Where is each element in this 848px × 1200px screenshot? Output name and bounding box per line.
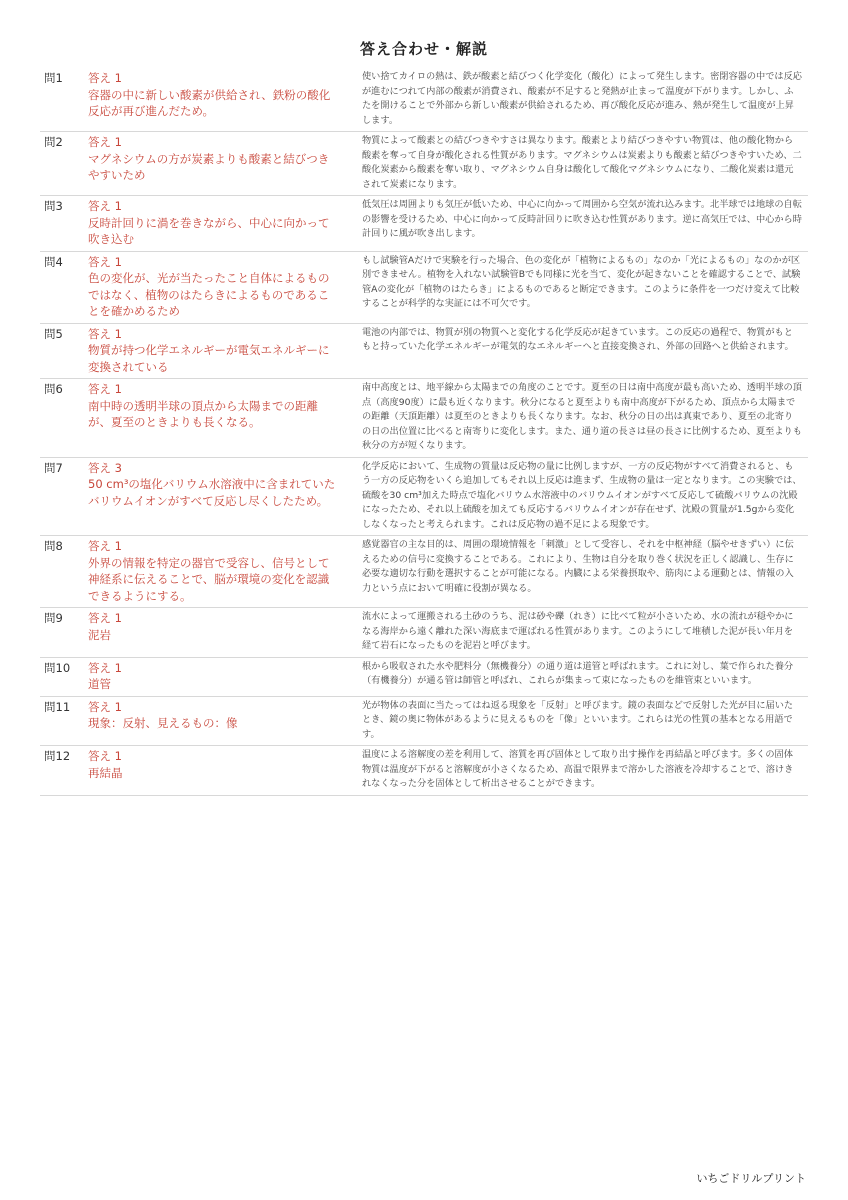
answer-choice: 答え 3 bbox=[88, 460, 122, 475]
question-number: 問3 bbox=[44, 199, 63, 213]
explanation-text: もし試験管Aだけで実験を行った場合、色の変化が「植物によるもの」なのか「光によるもの」なのかが区別できません。植物を入れない試験管Bでも同様に光を当て、変化が起きないことを確認することで、試験管Aの変化が「植物のはたらき」によるものであると断定できます。このように条件を一つだけ変えて比較することが科学的な実証には不可欠です。 bbox=[362, 254, 801, 309]
explanation-text: 使い捨てカイロの熱は、鉄が酸素と結びつく化学変化（酸化）によって発生します。密閉容器の中では反応が進むにつれて内部の酸素が消費され、酸素が不足すると発熱が止まって温度が下がります。しかし、ふたを開けることで外部から新しい酸素が供給されるため、再び酸化反応が進み、熱が発生して温度が上昇します。 bbox=[362, 71, 802, 126]
answer-cell bbox=[88, 198, 348, 248]
answer-text: 外界の情報を特定の器官で受容し、信号として神経系に伝えることで、脳が環境の変化を認識できるようにする。 bbox=[88, 555, 330, 603]
answer-choice: 答え 1 bbox=[88, 660, 122, 675]
answer-row bbox=[40, 324, 808, 380]
answer-row bbox=[40, 132, 808, 196]
answer-text: 道管 bbox=[88, 677, 111, 691]
answer-cell bbox=[88, 660, 348, 693]
explanation-text: 電池の内部では、物質が別の物質へと変化する化学反応が起きています。この反応の過程で、物質がもともと持っていた化学エネルギーが電気的なエネルギーへと直接変換され、外部の回路へと供給されます。 bbox=[362, 326, 794, 352]
answer-cell bbox=[88, 70, 348, 128]
explanation-text: 化学反応において、生成物の質量は反応物の量に比例しますが、一方の反応物がすべて消費されると、もう一方の反応物をいくら追加してもそれ以上反応は進まず、生成物の量は一定となります。この実験では、硫酸を30 cm³加えた時点で塩化バリウム水溶液中のバリウムイオンがすべて反応して硫酸バリウムの沈殿になったため、それ以上硫酸を加えても反応するバリウムイオンが存在せず、沈殿の質量が1.5gから変化しなくなったと考えられます。これは反応物の過不足による現象です。 bbox=[362, 460, 802, 530]
question-number: 問6 bbox=[44, 382, 63, 396]
answer-cell bbox=[88, 326, 348, 376]
answer-choice: 答え 1 bbox=[88, 539, 122, 553]
answer-text: 泥岩 bbox=[88, 627, 111, 642]
question-number: 問8 bbox=[44, 539, 63, 553]
answer-cell bbox=[88, 134, 348, 192]
answer-row bbox=[40, 68, 808, 132]
answer-cell bbox=[88, 699, 348, 743]
answer-row bbox=[40, 379, 808, 458]
question-number: 問9 bbox=[44, 611, 63, 625]
answer-cell bbox=[88, 610, 348, 654]
question-number: 問2 bbox=[44, 135, 63, 149]
explanation-text: 温度による溶解度の差を利用して、溶質を再び固体として取り出す操作を再結晶と呼びます。多くの固体物質は温度が下がると溶解度が小さくなるため、高温で限界まで溶かした溶液を冷却することで、溶けきれなくなった分を固体として析出させることができます。 bbox=[362, 749, 794, 789]
answer-text: 現象：反射、見えるもの：像 bbox=[88, 716, 238, 730]
answer-text: マグネシウムの方が炭素よりも酸素と結びつきやすいため bbox=[88, 151, 330, 182]
answer-cell bbox=[88, 381, 348, 454]
answer-row bbox=[40, 697, 808, 747]
explanation-text: 流水によって運搬される土砂のうち、泥は砂や礫（れき）に比べて粒が小さいため、水の流れが穏やかになる海岸から遠く離れた深い海底まで運ばれる性質があります。このようにして堆積した泥が長い年月を経て岩石になったものを泥岩と呼びます。 bbox=[362, 611, 794, 651]
answer-row bbox=[40, 658, 808, 697]
answer-row bbox=[40, 746, 808, 796]
question-number: 問7 bbox=[44, 460, 63, 475]
answer-row bbox=[40, 252, 808, 324]
answer-text: 反時計回りに渦を巻きながら、中心に向かって吹き込む bbox=[88, 215, 330, 246]
explanation-text: 物質によって酸素との結びつきやすさは異なります。酸素とより結びつきやすい物質は、他の酸化物から酸素を奪って自身が酸化される性質があります。マグネシウムは炭素よりも酸素と結びつきやすいため、二酸化炭素から酸素を奪い取り、マグネシウム自身は酸化して酸化マグネシウムになり、二酸化炭素は還元されて炭素になります。 bbox=[362, 135, 802, 190]
question-number: 問1 bbox=[44, 71, 63, 85]
answer-text: 色の変化が、光が当たったこと自体によるものではなく、植物のはたらきによるものであることを確かめるため bbox=[88, 271, 330, 318]
explanation-text: 南中高度とは、地平線から太陽までの角度のことです。夏至の日は南中高度が最も高いため、透明半球の頂点（高度90度）に最も近くなります。秋分になると夏至よりも南中高度が下がるため、頂点から太陽までの距離（天頂距離）は夏至のときよりも長くなります。なお、秋分の日の出は真東であり、夏至の北寄りの日の出位置に比べると南寄りに変化します。また、通り道の長さは昼の長さに比例するため、夏至よりも秋分の方が短くなります。 bbox=[362, 382, 802, 451]
answer-text: 物質が持つ化学エネルギーが電気エネルギーに変換されている bbox=[88, 343, 330, 374]
answer-cell bbox=[88, 748, 348, 792]
answer-choice: 答え 1 bbox=[88, 749, 122, 763]
answer-row bbox=[40, 196, 808, 252]
question-number: 問10 bbox=[44, 660, 71, 675]
answer-row bbox=[40, 536, 808, 608]
question-number: 問11 bbox=[44, 699, 71, 714]
explanation-text: 感覚器官の主な目的は、周囲の環境情報を「刺激」として受容し、それを中枢神経（脳やせきずい）に伝えるための信号に変換することである。これにより、生物は自分を取り巻く状況を正しく認識し、生存に必要な適切な行動を選択することが可能になる。内臓による栄養摂取や、筋肉による運動とは、情報の入力という点において明確に役割が異なる。 bbox=[362, 539, 794, 594]
footer-brand: いちごドリルプリント bbox=[696, 1172, 806, 1185]
answer-text: 容器の中に新しい酸素が供給され、鉄粉の酸化反応が再び進んだため。 bbox=[88, 87, 331, 118]
answer-row bbox=[40, 458, 808, 537]
question-number: 問4 bbox=[44, 254, 63, 269]
page-title: 答え合わせ・解説 bbox=[359, 40, 488, 58]
explanation-text: 根から吸収された水や肥料分（無機養分）の通り道は道管と呼ばれます。これに対し、葉で作られた養分（有機養分）が通る管は師管と呼ばれ、これらが集まって束になったものを維管束といいます。 bbox=[362, 660, 794, 686]
answer-cell bbox=[88, 460, 348, 533]
answer-row bbox=[40, 608, 808, 658]
answer-choice: 答え 1 bbox=[88, 199, 122, 213]
explanation-text: 光が物体の表面に当たってはね返る現象を「反射」と呼びます。鏡の表面などで反射した光が目に届いたとき、鏡の奥に物体があるように見えるものを「像」といいます。これらは光の性質の基本となる用語です。 bbox=[362, 699, 794, 740]
answer-cell bbox=[88, 538, 348, 604]
answer-choice: 答え 1 bbox=[88, 135, 122, 149]
answer-choice: 答え 1 bbox=[88, 611, 122, 625]
answer-text: 再結晶 bbox=[88, 765, 123, 780]
answer-choice: 答え 1 bbox=[88, 71, 122, 85]
question-number: 問5 bbox=[44, 326, 63, 341]
answer-text: 南中時の透明半球の頂点から太陽までの距離が、夏至のときよりも長くなる。 bbox=[88, 398, 318, 429]
answer-choice: 答え 1 bbox=[88, 699, 122, 714]
answer-choice: 答え 1 bbox=[88, 254, 122, 269]
answer-text: 50 cm³の塩化バリウム水溶液中に含まれていたバリウムイオンがすべて反応し尽くしたため。 bbox=[88, 477, 336, 508]
answer-choice: 答え 1 bbox=[88, 382, 122, 396]
answer-cell bbox=[88, 254, 348, 320]
answer-choice: 答え 1 bbox=[88, 326, 122, 341]
answer-table bbox=[40, 68, 808, 796]
explanation-text: 低気圧は周囲よりも気圧が低いため、中心に向かって周囲から空気が流れ込みます。北半球では地球の自転の影響を受けるため、中心に向かって反時計回りに吹き込む性質があります。逆に高気圧では、中心から時計回りに風が吹き出します。 bbox=[362, 199, 802, 239]
question-number: 問12 bbox=[44, 749, 71, 763]
